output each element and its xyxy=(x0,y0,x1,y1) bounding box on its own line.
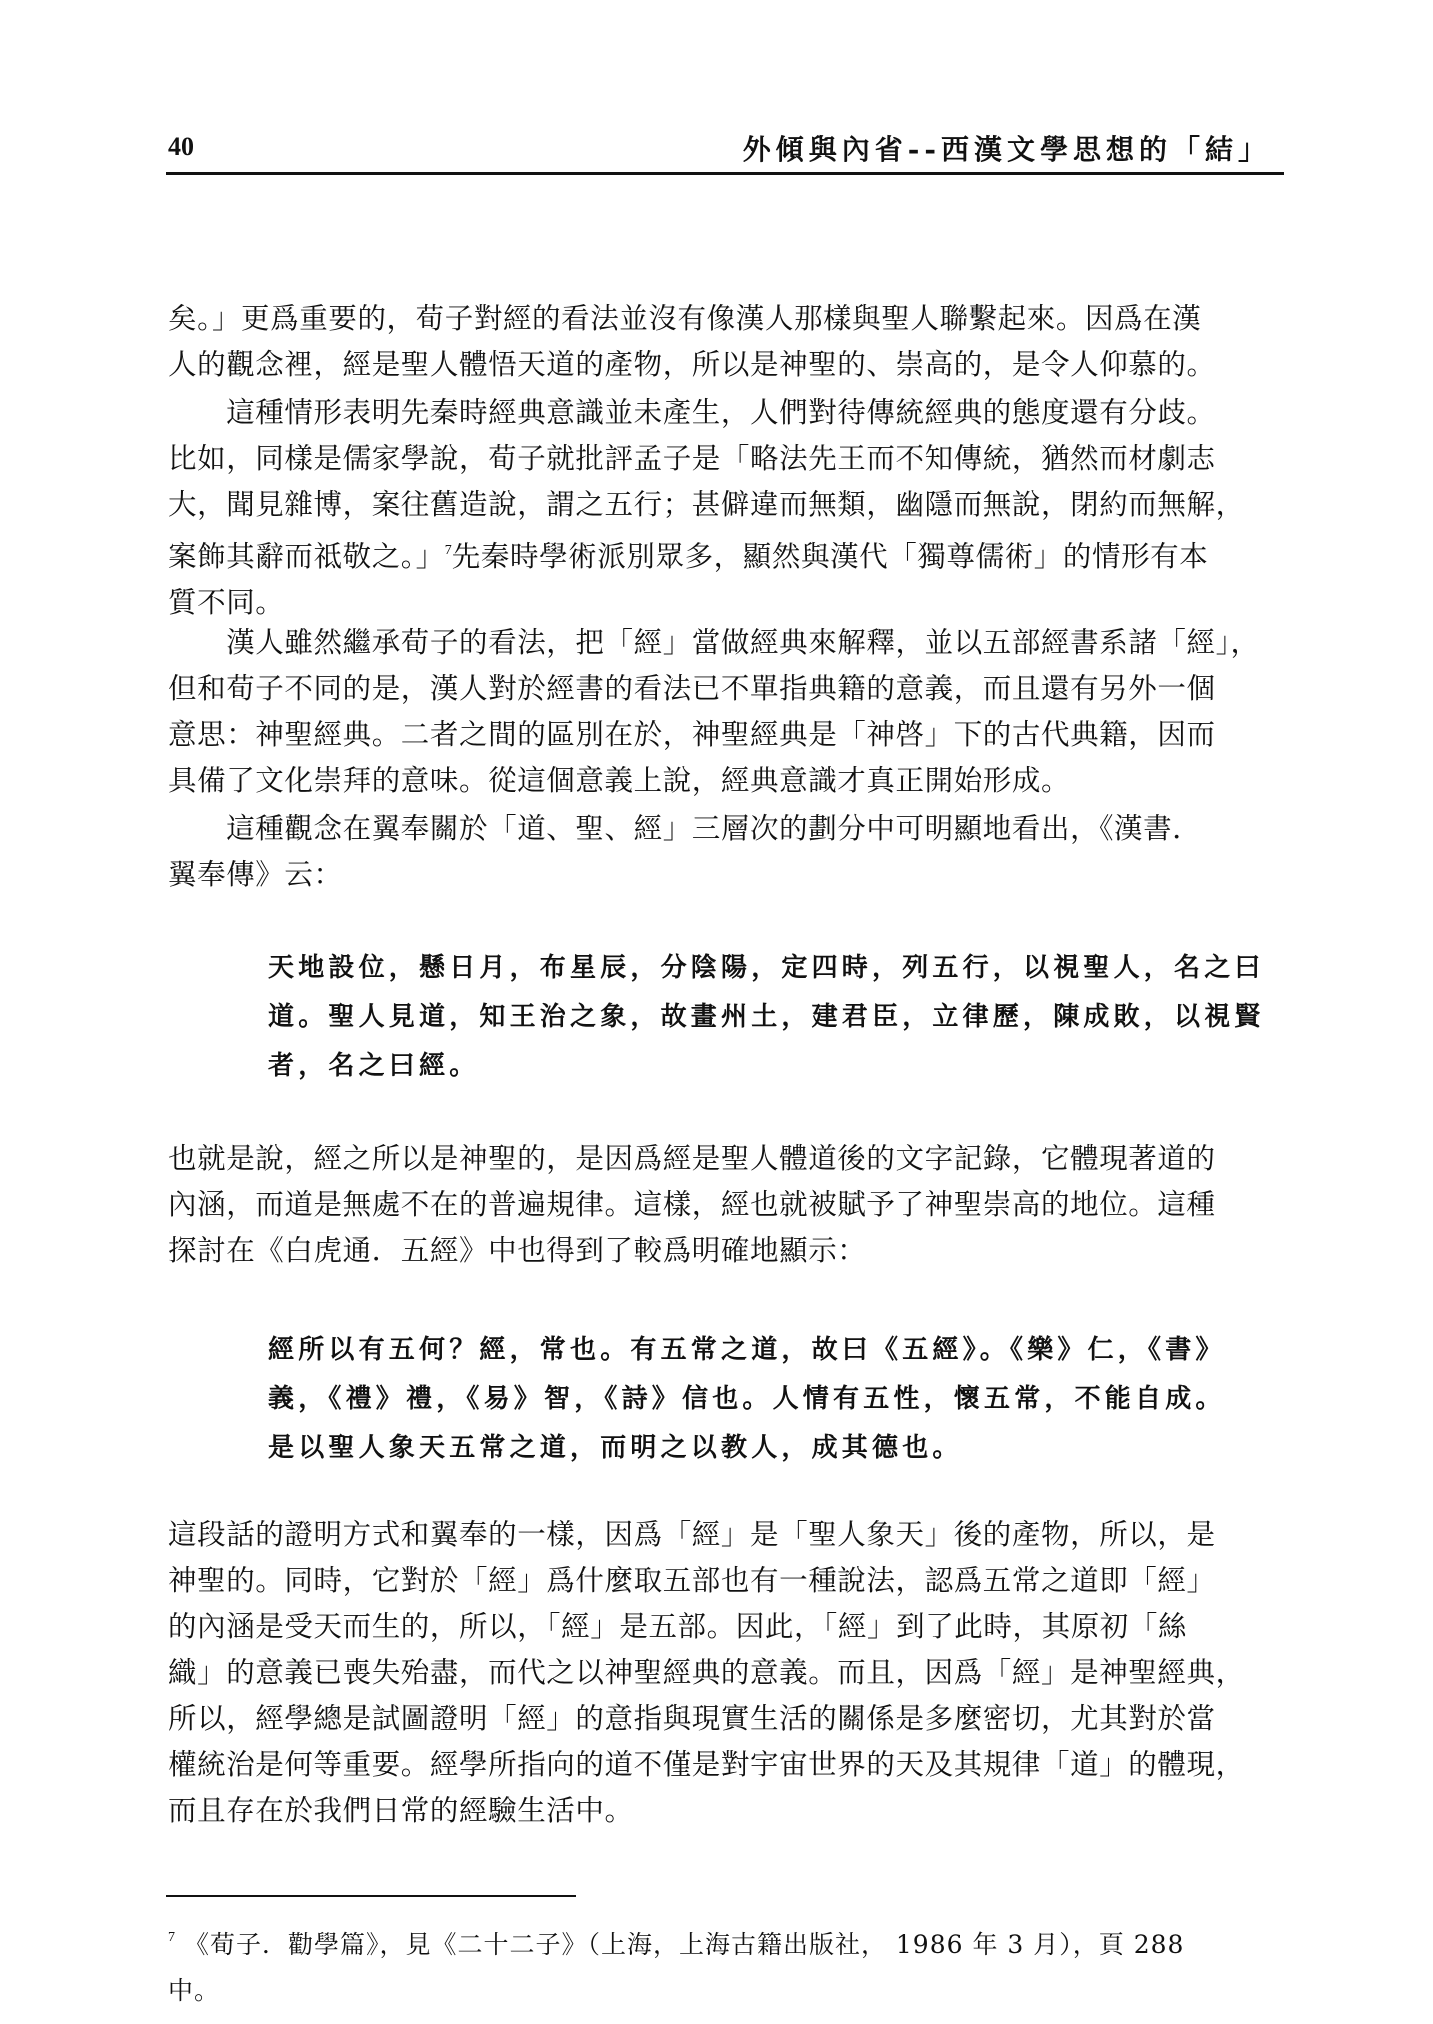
quote-line: 是以聖人象天五常之道，而明之以教人，成其德也。 xyxy=(268,1433,963,1463)
text-line: 人的觀念裡，經是聖人體悟天道的產物，所以是神聖的、崇高的，是令人仰慕的。 xyxy=(168,348,1216,381)
text-segment: 案飾其辭而祗敬之。」 xyxy=(168,540,445,573)
text-line: 這種情形表明先秦時經典意識並未產生，人們對待傳統經典的態度還有分歧。 xyxy=(168,396,1216,429)
text-line: 大，聞見雜博，案往舊造說，謂之五行；甚僻違而無類，幽隱而無說，閉約而無解， xyxy=(168,488,1245,521)
footnote xyxy=(168,1915,1294,2014)
footnote-text: 《荀子．勸學篇》，見《二十二子》（上海，上海古籍出版社， 1986 年 3 月），頁 288 xyxy=(183,1930,1185,1959)
paragraph-4 xyxy=(168,806,1294,898)
quote-line: 天地設位，懸日月，布星辰，分陰陽，定四時，列五行，以視聖人，名之曰 xyxy=(268,953,1265,983)
text-line: 翼奉傳》云： xyxy=(168,858,343,891)
footnote-reference[interactable]: 7 xyxy=(444,543,452,558)
paragraph-5 xyxy=(168,1136,1294,1274)
quote-line: 經所以有五何？經，常也。有五常之道，故曰《五經》。《樂》仁，《書》 xyxy=(268,1335,1226,1365)
paragraph-1 xyxy=(168,296,1294,388)
text-line: 但和荀子不同的是，漢人對於經書的看法已不單指典籍的意義，而且還有另外一個 xyxy=(168,672,1216,705)
quote-line: 道。聖人見道，知王治之象，故畫州土，建君臣，立律歷，陳成敗，以視賢 xyxy=(268,1002,1265,1032)
text-line: 漢人雖然繼承荀子的看法，把「經」當做經典來解釋，並以五部經書系諸「經」， xyxy=(168,626,1260,659)
footnote-line: 中。 xyxy=(168,1976,221,2005)
block-quote-baihutong xyxy=(268,1326,1294,1473)
text-line: 內涵，而道是無處不在的普遍規律。這樣，經也就被賦予了神聖崇高的地位。這種 xyxy=(168,1188,1216,1221)
text-line: 神聖的。同時，它對於「經」爲什麼取五部也有一種說法，認爲五常之道即「經」 xyxy=(168,1564,1216,1597)
paragraph-3 xyxy=(168,620,1294,804)
text-line: 質不同。 xyxy=(168,586,285,619)
text-line: 織」的意義已喪失殆盡，而代之以神聖經典的意義。而且，因爲「經」是神聖經典， xyxy=(168,1656,1245,1689)
footnote-line xyxy=(168,1915,1294,1968)
text-line: 的內涵是受天而生的，所以，「經」是五部。因此，「經」到了此時，其原初「絲 xyxy=(168,1610,1188,1643)
text-line: 探討在《白虎通．五經》中也得到了較爲明確地顯示： xyxy=(168,1234,867,1267)
running-title: 外傾與內省--西漢文學思想的「結」 xyxy=(742,133,1271,166)
text-line: 比如，同樣是儒家學說，荀子就批評孟子是「略法先王而不知傳統，猶然而材劇志 xyxy=(168,442,1216,475)
footnote-rule xyxy=(166,1895,576,1897)
block-quote-hanshu xyxy=(268,944,1294,1091)
page-number: 40 xyxy=(168,132,194,161)
paragraph-6 xyxy=(168,1512,1294,1834)
text-line: 意思：神聖經典。二者之間的區別在於，神聖經典是「神啓」下的古代典籍，因而 xyxy=(168,718,1216,751)
text-line-with-footnote xyxy=(168,528,1294,580)
quote-line: 義，《禮》禮，《易》智，《詩》信也。人情有五性，懷五常，不能自成。 xyxy=(268,1384,1226,1414)
text-line: 矣。」更爲重要的，荀子對經的看法並沒有像漢人那樣與聖人聯繫起來。因爲在漢 xyxy=(168,302,1202,335)
text-segment: 先秦時學術派別眾多，顯然與漢代「獨尊儒術」的情形有本 xyxy=(451,540,1209,573)
text-line: 這種觀念在翼奉關於「道、聖、經」三層次的劃分中可明顯地看出，《漢書． xyxy=(168,812,1202,845)
header-rule xyxy=(166,172,1284,175)
footnote-mark: 7 xyxy=(168,1930,175,1945)
quote-line: 者，名之曰經。 xyxy=(268,1051,480,1081)
paragraph-2 xyxy=(168,390,1294,626)
text-line: 權統治是何等重要。經學所指向的道不僅是對宇宙世界的天及其規律「道」的體現， xyxy=(168,1748,1245,1781)
text-line: 這段話的證明方式和翼奉的一樣，因爲「經」是「聖人象天」後的產物，所以，是 xyxy=(168,1518,1216,1551)
text-line: 具備了文化崇拜的意味。從這個意義上說，經典意識才真正開始形成。 xyxy=(168,764,1071,797)
text-line: 也就是說，經之所以是神聖的，是因爲經是聖人體道後的文字記錄，它體現著道的 xyxy=(168,1142,1216,1175)
text-line: 所以，經學總是試圖證明「經」的意指與現實生活的關係是多麼密切，尤其對於當 xyxy=(168,1702,1216,1735)
text-line: 而且存在於我們日常的經驗生活中。 xyxy=(168,1794,634,1827)
